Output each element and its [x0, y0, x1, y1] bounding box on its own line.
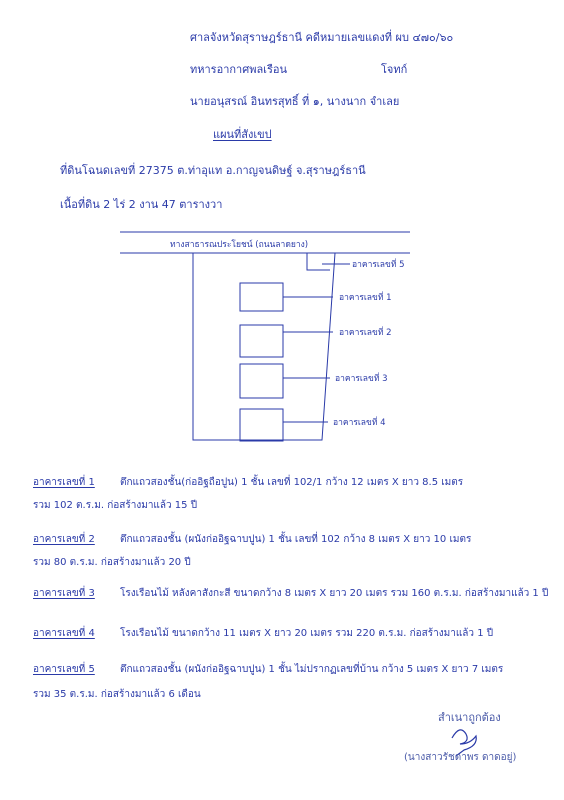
- desc-4-text: โรงเรือนไม้ ขนาดกว้าง 11 เมตร X ยาว 20 เมตร รวม 220 ต.ร.ม. ก่อสร้างมาแล้ว 1 ปี: [120, 628, 494, 639]
- header-line-2-right: โจทก์: [381, 63, 408, 76]
- desc-1-label: อาคารเลขที่ 1: [33, 477, 95, 488]
- road-label: ทางสาธารณประโยชน์ (ถนนลาดยาง): [170, 240, 309, 250]
- desc-5-label: อาคารเลขที่ 5: [33, 664, 95, 675]
- desc-4-label: อาคารเลขที่ 4: [33, 628, 95, 639]
- header-line-3: นายอนุสรณ์ อินทรสุทธิ์ ที่ ๑, นางนาก จำเลย: [190, 95, 400, 108]
- desc-5-text: ตึกแถวสองชั้น (ผนังก่ออิฐฉาบปูน) 1 ชั้น ไม่ปรากฏเลขที่บ้าน กว้าง 5 เมตร X ยาว 7 เมตร: [120, 664, 504, 675]
- map-label-building-5: อาคารเลขที่ 5: [352, 260, 405, 270]
- desc-3-label: อาคารเลขที่ 3: [33, 588, 95, 599]
- desc-2-text: ตึกแถวสองชั้น (ผนังก่ออิฐฉาบปูน) 1 ชั้น เลขที่ 102 กว้าง 8 เมตร X ยาว 10 เมตร: [120, 534, 472, 545]
- certification-text: สำเนาถูกต้อง: [438, 711, 501, 724]
- map-label-building-2: อาคารเลขที่ 2: [339, 328, 392, 338]
- land-info-line-2: เนื้อที่ดิน 2 ไร่ 2 งาน 47 ตารางวา: [60, 198, 223, 211]
- map-label-building-3: อาคารเลขที่ 3: [335, 374, 388, 384]
- certifier-name: (นางสาวรัชดาพร ดาดอยู่): [404, 752, 517, 763]
- header-line-2: ทหารอากาศพลเรือน: [190, 63, 287, 76]
- desc-1-text: ตึกแถวสองชั้น(ก่ออิฐถือปูน) 1 ชั้น เลขที่ 102/1 กว้าง 12 เมตร X ยาว 8.5 เมตร: [120, 477, 464, 488]
- desc-3-text: โรงเรือนไม้ หลังคาสังกะสี ขนาดกว้าง 8 เมตร X ยาว 20 เมตร รวม 160 ต.ร.ม. ก่อสร้างมาแล้ว 1 ปี: [120, 588, 549, 599]
- map-title: แผนที่สังเขป: [213, 128, 272, 141]
- land-info-line-1: ที่ดินโฉนดเลขที่ 27375 ต.ท่าอุแท อ.กาญจนดิษฐ์ จ.สุราษฎร์ธานี: [60, 164, 366, 177]
- header-line-1: ศาลจังหวัดสุราษฎร์ธานี คดีหมายเลขแดงที่ ผบ ๔๗๐/๖๐: [190, 31, 454, 44]
- desc-5-text-2: รวม 35 ต.ร.ม. ก่อสร้างมาแล้ว 6 เดือน: [33, 689, 201, 700]
- desc-2-text-2: รวม 80 ต.ร.ม. ก่อสร้างมาแล้ว 20 ปี: [33, 557, 191, 568]
- map-label-building-4: อาคารเลขที่ 4: [333, 418, 386, 428]
- map-label-building-1: อาคารเลขที่ 1: [339, 293, 392, 303]
- desc-1-text-2: รวม 102 ต.ร.ม. ก่อสร้างมาแล้ว 15 ปี: [33, 500, 198, 511]
- desc-2-label: อาคารเลขที่ 2: [33, 534, 95, 545]
